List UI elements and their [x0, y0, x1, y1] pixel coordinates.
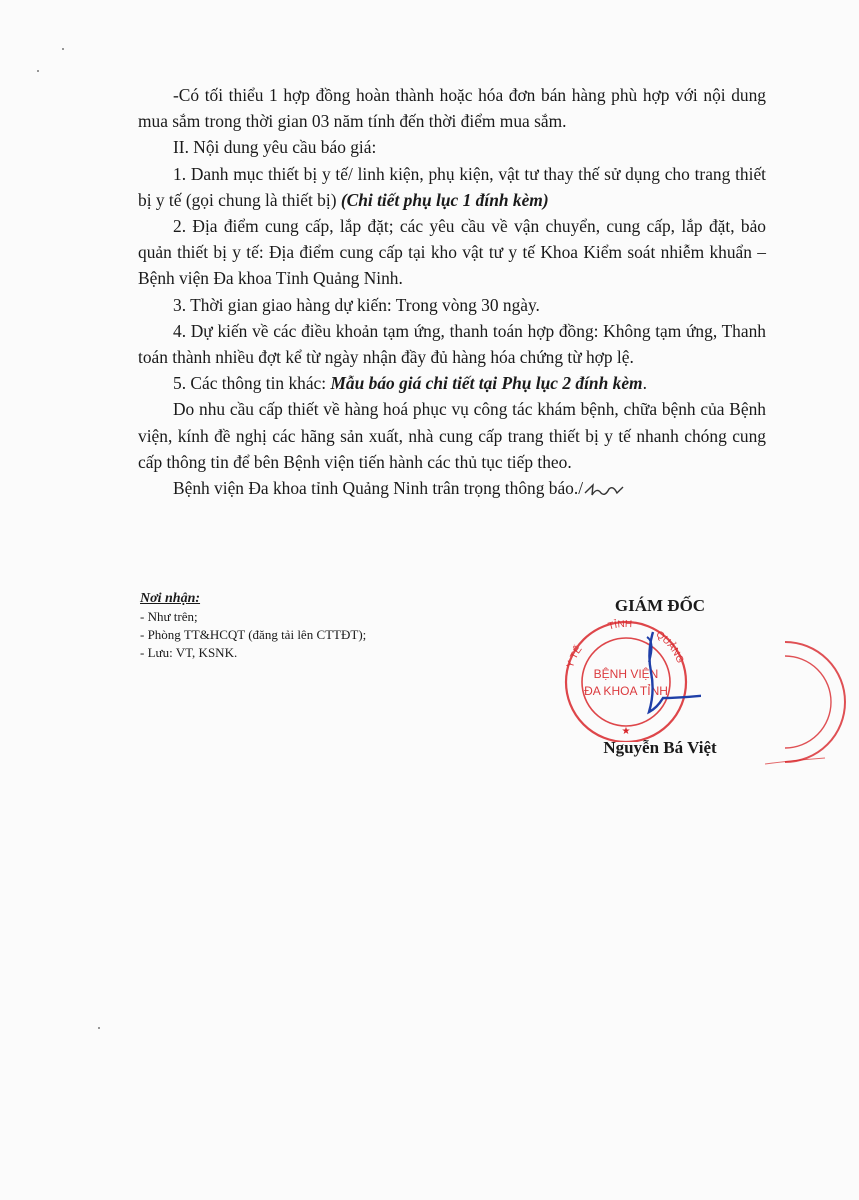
item-1-appendix-note: (Chi tiết phụ lục 1 đính kèm) [340, 189, 549, 210]
closing-text: Bệnh viện Đa khoa tỉnh Quảng Ninh trân trọng thông báo./ [173, 478, 584, 499]
stamp-line-2: ĐA KHOA TỈNH [584, 684, 668, 698]
requirement-paragraph: -Có tối thiểu 1 hợp đồng hoàn thành hoặc hóa đơn bán hàng phù hợp với nội dung mua sắm trong thời gian 03 năm tính đến thời điểm mua sắm. [138, 85, 766, 132]
item-4-paragraph: 4. Dự kiến về các điều khoản tạm ứng, thanh toán hợp đồng: Không tạm ứng, Thanh toán thành nhiều đợt kể từ ngày nhận đầy đủ hàng hóa chứng từ hợp lệ. [138, 320, 766, 368]
signer-position: GIÁM ĐỐC [614, 596, 706, 615]
recipient-item: - Như trên; [140, 609, 198, 624]
svg-text:TỈNH [607, 618, 632, 633]
item-5-period: . [642, 373, 647, 394]
hospital-stamp-icon [551, 612, 701, 742]
recipient-item: - Phòng TT&HCQT (đăng tải lên CTTĐT); [140, 627, 367, 642]
item-1-paragraph [138, 161, 766, 213]
stamp-line-1: BỆNH VIỆN [593, 667, 659, 681]
item-5-paragraph [138, 370, 766, 396]
stamp-star-icon: ★ [621, 726, 631, 737]
stamp-ring-right: QUẢNG [653, 629, 686, 665]
recipient-item: - Lưu: VT, KSNK. [140, 645, 238, 660]
item-3-paragraph: 3. Thời gian giao hàng dự kiến: Trong vòng 30 ngày. [173, 294, 540, 315]
page-seal-icon [765, 632, 859, 772]
item-5-text: 5. Các thông tin khác: [173, 373, 331, 394]
recipients-title: Nơi nhận: [140, 591, 201, 606]
scan-speck [98, 1027, 100, 1029]
stamp-ring-left: Y TẾ [565, 644, 585, 670]
initials-scribble-icon [583, 481, 625, 499]
svg-text:QUẢNG [654, 629, 686, 665]
svg-text:Y TẾ [565, 643, 585, 669]
request-paragraph: Do nhu cầu cấp thiết về hàng hoá phục vụ công tác khám bệnh, chữa bệnh của Bệnh viện, kính đề nghị các hãng sản xuất, nhà cung cấp trang thiết bị y tế nhanh chóng cung cấp thông tin để bên Bệnh viện tiến hành các thủ tục tiếp theo. [138, 399, 766, 472]
scan-speck [37, 70, 39, 72]
section-heading: II. Nội dung yêu cầu báo giá: [173, 137, 377, 158]
recipients-list [140, 608, 460, 662]
document-body [138, 82, 766, 501]
closing-paragraph [138, 475, 766, 501]
item-1-text: 1. Danh mục thiết bị y tế/ linh kiện, phụ kiện, vật tư thay thế sử dụng cho trang thiết bị y tế (gọi chung là thiết bị) [138, 163, 766, 210]
signer-name: Nguyễn Bá Việt [603, 738, 717, 757]
recipients-block [140, 590, 460, 662]
item-2-paragraph: 2. Địa điểm cung cấp, lắp đặt; các yêu cầu về vận chuyển, cung cấp, lắp đặt, bảo quản thiết bị y tế: Địa điểm cung cấp tại kho vật tư y tế Khoa Kiểm soát nhiễm khuẩn – Bệnh viện Đa khoa Tỉnh Quảng Ninh. [138, 216, 766, 289]
item-5-appendix-note: Mẫu báo giá chi tiết tại Phụ lục 2 đính kèm [330, 373, 643, 394]
stamp-ring-top: TỈNH [607, 618, 633, 633]
scan-speck [62, 48, 64, 50]
